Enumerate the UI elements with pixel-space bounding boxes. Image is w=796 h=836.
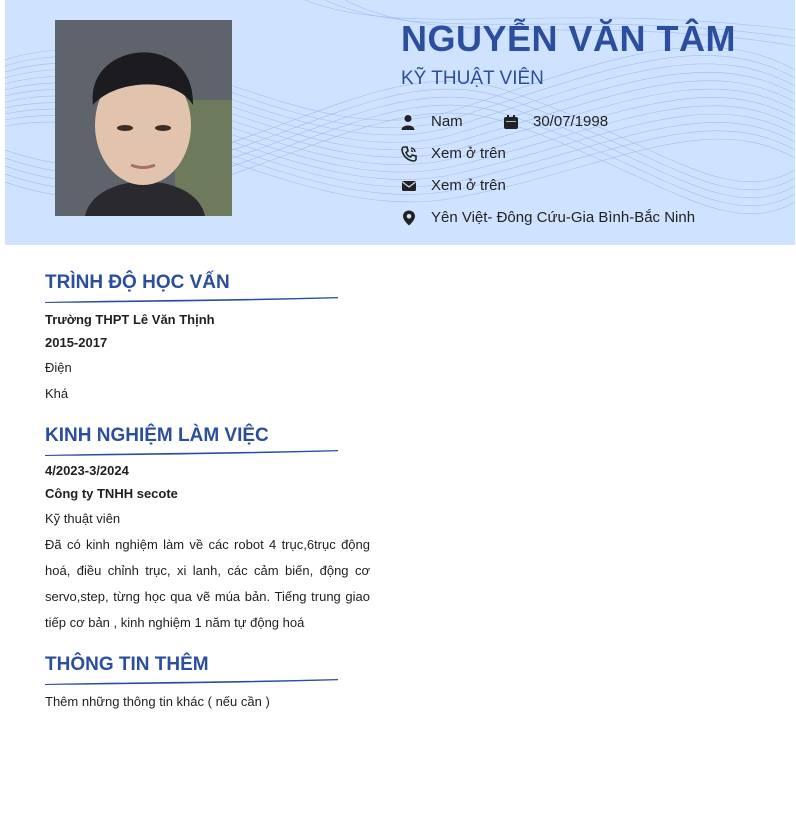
phone-row [401, 145, 506, 162]
extra-heading: THÔNG TIN THÊM [45, 654, 209, 675]
extra-section [45, 652, 370, 715]
extra-text: Thêm những thông tin khác ( nếu cần ) [45, 694, 270, 709]
heading-underline [45, 449, 338, 457]
experience-company: Công ty TNHH secote [45, 486, 178, 501]
heading-underline [45, 678, 338, 686]
calendar-icon [503, 114, 519, 130]
phone-value: Xem ở trên [431, 145, 506, 162]
job-title: KỸ THUẬT VIÊN [401, 68, 544, 89]
experience-period: 4/2023-3/2024 [45, 463, 129, 478]
profile-photo [55, 20, 232, 216]
email-value: Xem ở trên [431, 177, 506, 194]
cv-header [5, 0, 795, 245]
experience-position: Kỹ thuật viên [45, 511, 121, 526]
education-grade: Khá [45, 386, 69, 401]
education-heading: TRÌNH ĐỘ HỌC VẤN [45, 272, 230, 293]
birthday-row [503, 113, 608, 130]
gender-value: Nam [431, 113, 463, 130]
gender-row [401, 113, 463, 130]
birthday-value: 30/07/1998 [533, 113, 609, 130]
experience-description: Đã có kinh nghiệm làm về các robot 4 trục,6trục động hoá, điều chỉnh trục, xi lanh, các cảm biến, động cơ servo,step, từng học qua vẽ múa bản. Tiếng trung giao tiếp cơ bản , kinh nghiệm 1 năm tự động hoá [45, 537, 370, 630]
education-period: 2015-2017 [45, 335, 108, 350]
map-pin-icon [401, 210, 417, 226]
education-major: Điện [45, 360, 72, 375]
cv-body [45, 270, 370, 715]
user-icon [401, 114, 417, 130]
experience-heading: KINH NGHIỆM LÀM VIỆC [45, 425, 269, 446]
envelope-icon [401, 178, 417, 194]
phone-icon [401, 146, 417, 162]
education-section [45, 270, 370, 407]
heading-underline [45, 296, 338, 304]
education-school: Trường THPT Lê Văn Thịnh [45, 312, 215, 327]
person-name: NGUYỄN VĂN TÂM [401, 18, 737, 59]
address-value: Yên Việt- Đông Cứu-Gia Bình-Bắc Ninh [431, 209, 696, 226]
email-row [401, 177, 506, 194]
experience-section [45, 423, 370, 636]
address-row [401, 209, 695, 226]
